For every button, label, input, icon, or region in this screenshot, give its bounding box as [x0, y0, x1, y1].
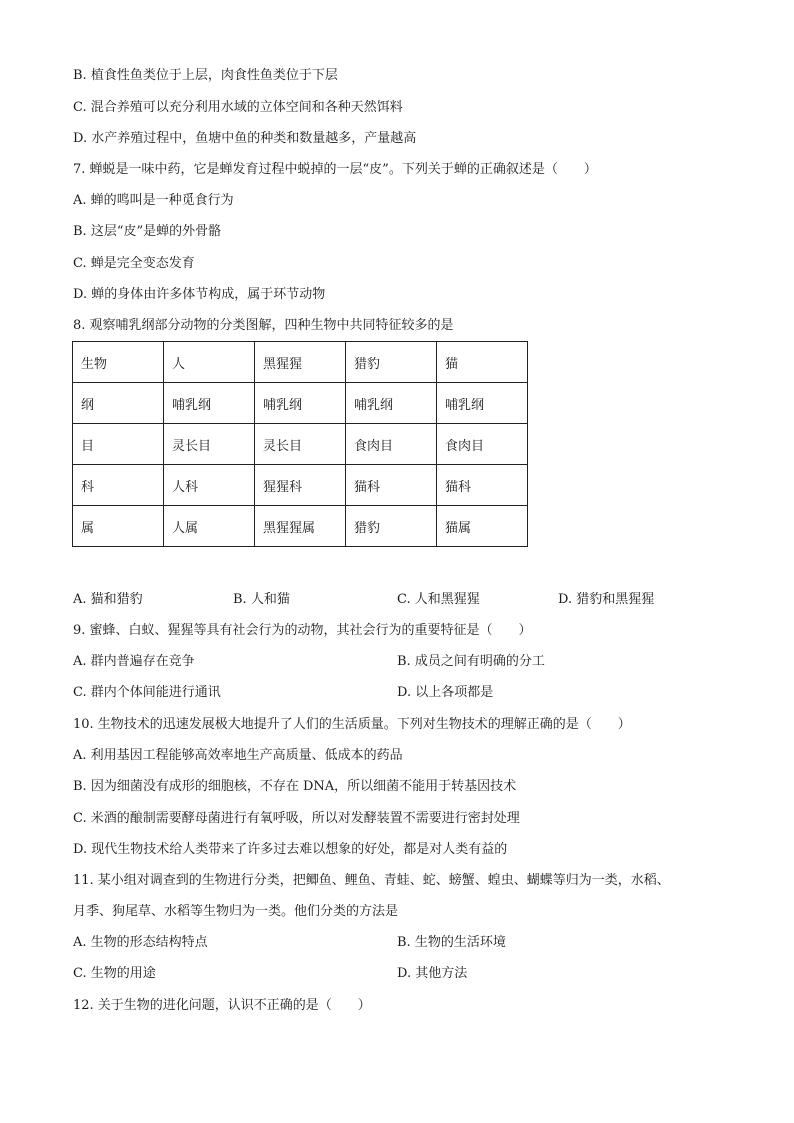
q7-stem: 7. 蝉蜕是一味中药，它是蝉发育过程中蜕掉的一层“皮”。下列关于蝉的正确叙述是（ ） [73, 162, 597, 177]
q11-option-b: B. 生物的生活环境 [397, 935, 506, 950]
q6-option-d: D. 水产养殖过程中，鱼塘中鱼的种类和数量越多，产量越高 [73, 131, 417, 146]
classification-table [72, 341, 528, 547]
table-cell: 哺乳纲 [164, 383, 255, 424]
table-row [73, 465, 528, 506]
q8-option-b: B. 人和猫 [233, 592, 290, 607]
table-cell: 属 [73, 506, 164, 547]
table-cell: 猫科 [346, 465, 437, 506]
q7-option-b: B. 这层“皮”是蝉的外骨骼 [73, 224, 222, 239]
q8-option-c: C. 人和黑猩猩 [397, 592, 480, 607]
q8-option-a: A. 猫和猎豹 [73, 592, 143, 607]
table-cell: 食肉目 [346, 424, 437, 465]
table-cell: 人科 [164, 465, 255, 506]
q10-option-d: D. 现代生物技术给人类带来了许多过去难以想象的好处，都是对人类有益的 [73, 842, 508, 857]
table-cell: 纲 [73, 383, 164, 424]
q10-option-a: A. 利用基因工程能够高效率地生产高质量、低成本的药品 [73, 748, 403, 763]
q11-stem-line2: 月季、狗尾草、水稻等生物归为一类。他们分类的方法是 [73, 904, 399, 919]
table-cell: 黑猩猩属 [255, 506, 346, 547]
table-cell: 哺乳纲 [346, 383, 437, 424]
q9-option-d: D. 以上各项都是 [397, 685, 494, 700]
q7-option-a: A. 蝉的鸣叫是一种觅食行为 [73, 193, 234, 208]
q8-option-d: D. 猎豹和黑猩猩 [558, 592, 655, 607]
table-cell: 哺乳纲 [255, 383, 346, 424]
q10-option-b: B. 因为细菌没有成形的细胞核，不存在 DNA，所以细菌不能用于转基因技术 [73, 779, 517, 794]
table-cell: 猫属 [437, 506, 528, 547]
table-cell: 人属 [164, 506, 255, 547]
table-row [73, 383, 528, 424]
q9-option-a: A. 群内普遍存在竞争 [73, 654, 195, 669]
q12-stem: 12. 关于生物的进化问题，认识不正确的是（ ） [73, 998, 371, 1013]
q9-stem: 9. 蜜蜂、白蚁、猩猩等具有社会行为的动物，其社会行为的重要特征是（ ） [73, 623, 532, 638]
table-cell: 猎豹 [346, 342, 437, 383]
table-cell: 人 [164, 342, 255, 383]
q7-option-c: C. 蝉是完全变态发育 [73, 256, 195, 271]
table-cell: 黑猩猩 [255, 342, 346, 383]
q11-option-c: C. 生物的用途 [73, 966, 156, 981]
table-cell: 灵长目 [255, 424, 346, 465]
q8-stem: 8. 观察哺乳纲部分动物的分类图解，四种生物中共同特征较多的是 [73, 318, 454, 333]
table-cell: 猩猩科 [255, 465, 346, 506]
table-cell: 猎豹 [346, 506, 437, 547]
q10-stem: 10. 生物技术的迅速发展极大地提升了人们的生活质量。下列对生物技术的理解正确的是（ ） [73, 717, 631, 732]
q6-option-b: B. 植食性鱼类位于上层，肉食性鱼类位于下层 [73, 68, 338, 83]
q6-option-c: C. 混合养殖可以充分利用水域的立体空间和各种天然饵料 [73, 100, 403, 115]
q10-option-c: C. 米酒的酿制需要酵母菌进行有氧呼吸，所以对发酵装置不需要进行密封处理 [73, 811, 520, 826]
table-cell: 目 [73, 424, 164, 465]
table-cell: 哺乳纲 [437, 383, 528, 424]
table-cell: 科 [73, 465, 164, 506]
q11-option-d: D. 其他方法 [397, 966, 468, 981]
table-cell: 灵长目 [164, 424, 255, 465]
table-row [73, 506, 528, 547]
q7-option-d: D. 蝉的身体由许多体节构成，属于环节动物 [73, 287, 326, 302]
table-cell: 食肉目 [437, 424, 528, 465]
table-cell: 猫科 [437, 465, 528, 506]
table-row [73, 342, 528, 383]
table-cell: 猫 [437, 342, 528, 383]
q9-option-c: C. 群内个体间能进行通讯 [73, 685, 221, 700]
q11-option-a: A. 生物的形态结构特点 [73, 935, 208, 950]
q9-option-b: B. 成员之间有明确的分工 [397, 654, 545, 669]
table-row [73, 424, 528, 465]
table-cell: 生物 [73, 342, 164, 383]
q11-stem-line1: 11. 某小组对调查到的生物进行分类，把鲫鱼、鲤鱼、青蛙、蛇、螃蟹、蝗虫、蝴蝶等归为一类，水稻、 [73, 873, 670, 888]
